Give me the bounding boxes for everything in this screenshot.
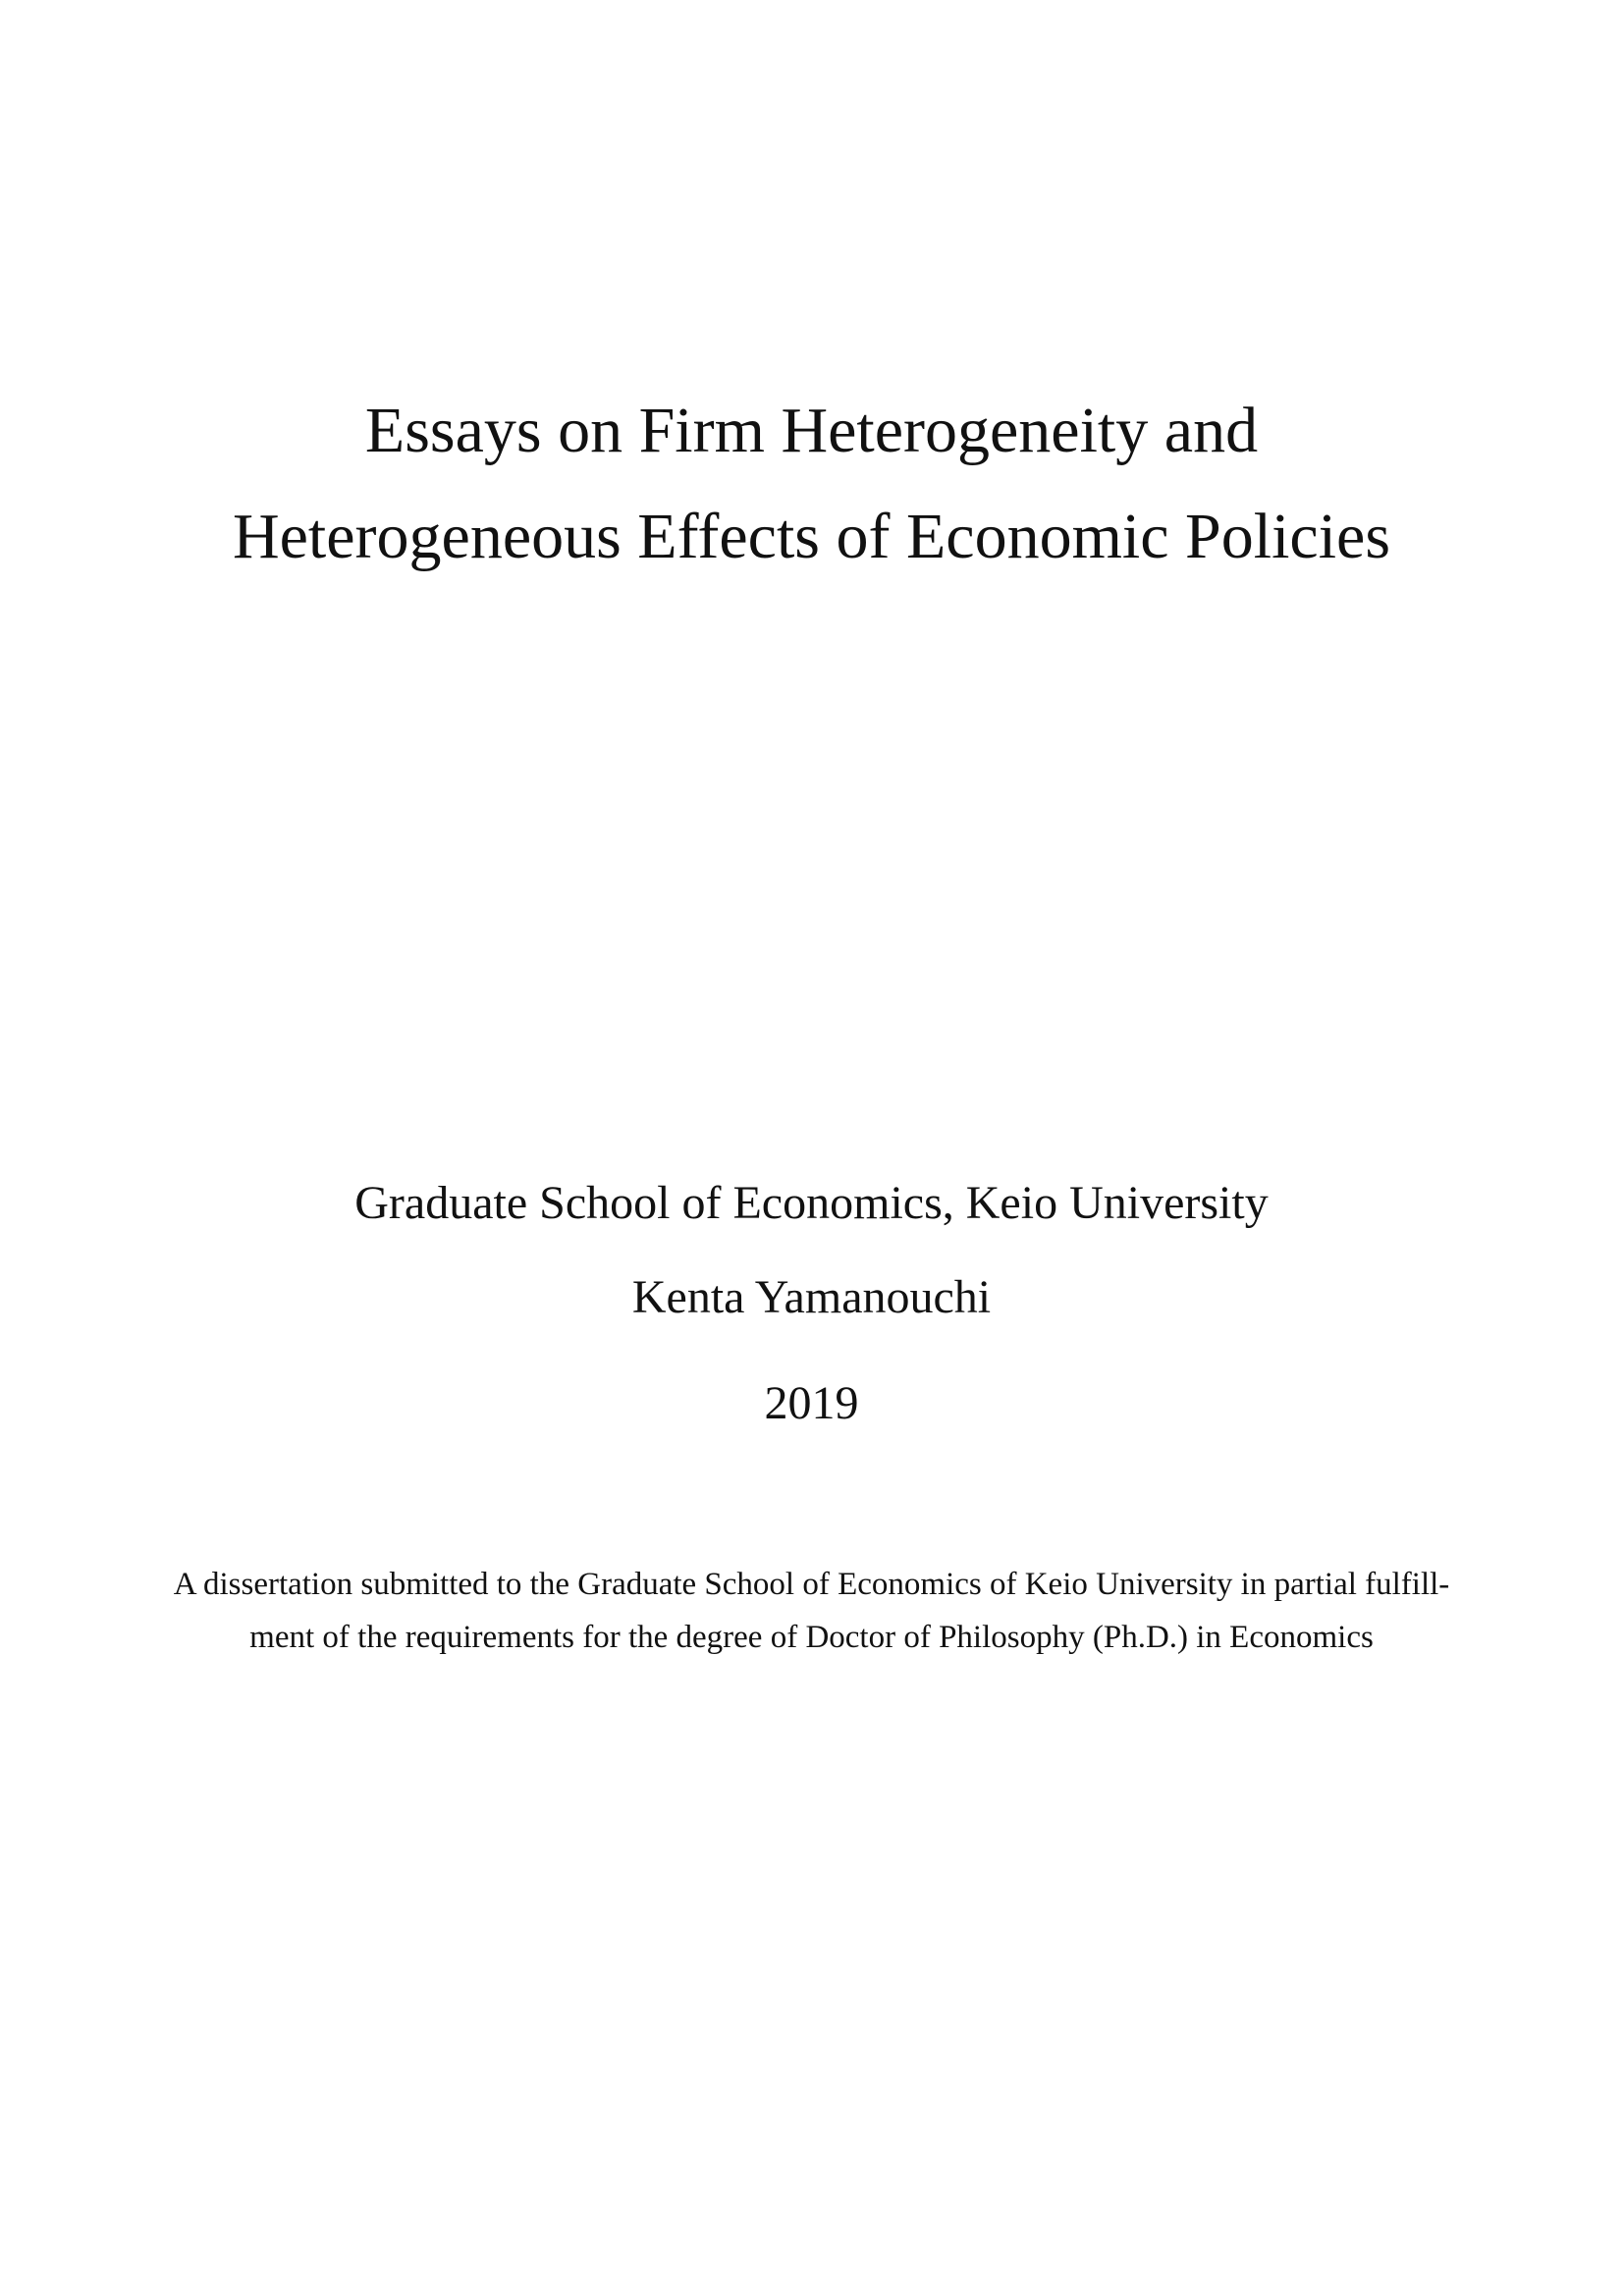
- author-name: Kenta Yamanouchi: [631, 1271, 992, 1323]
- author-info: [0, 1174, 1623, 1433]
- year: 2019: [764, 1377, 859, 1429]
- dissertation-title: [0, 378, 1623, 590]
- statement-line-2: ment of the requirements for the degree of Doctor of Philosophy (Ph.D.) in Economics: [249, 1620, 1374, 1655]
- submission-statement: [157, 1558, 1466, 1664]
- school-name: Graduate School of Economics, Keio University: [354, 1177, 1269, 1229]
- statement-line-1: A dissertation submitted to the Graduate School of Economics of Keio University in partial fulfill-: [173, 1567, 1450, 1602]
- title-line-1: Essays on Firm Heterogeneity and: [364, 395, 1259, 466]
- title-line-2: Heterogeneous Effects of Economic Policies: [232, 501, 1391, 572]
